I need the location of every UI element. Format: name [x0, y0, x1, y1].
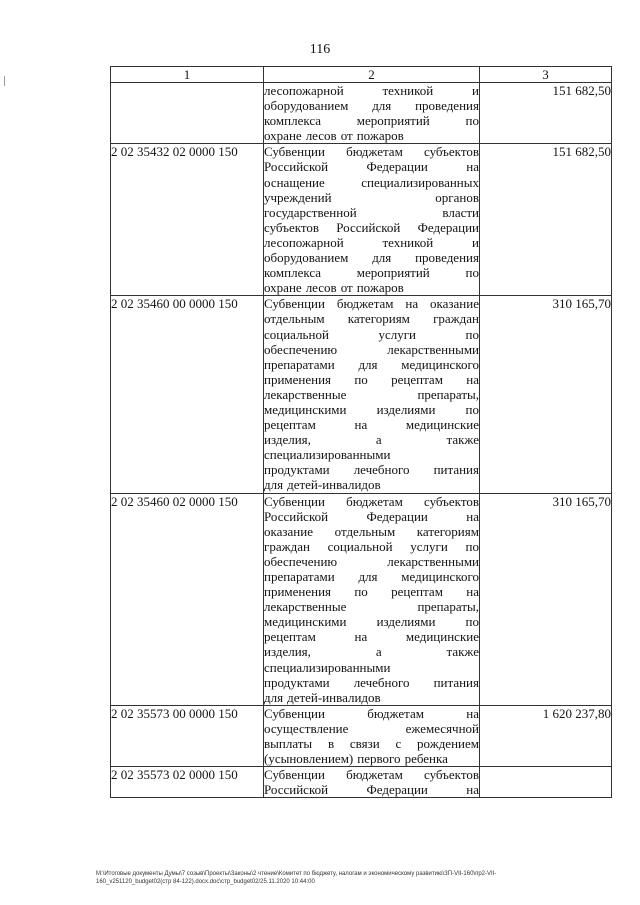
description-line: [264, 387, 479, 402]
description-word: лесов: [305, 128, 337, 144]
amount-cell: 310 165,70: [480, 493, 612, 705]
description-word: пожаров: [356, 128, 404, 144]
description-word: категориям: [347, 311, 410, 327]
description-word: категориям: [416, 523, 479, 539]
margin-mark: [4, 76, 5, 86]
description-word: мероприятий: [356, 113, 430, 129]
description-word: на: [466, 159, 479, 175]
budget-code-cell: 2 02 35432 02 0000 150: [111, 144, 264, 296]
description-cell: [264, 493, 480, 705]
description-word: рецептам: [391, 584, 443, 600]
description-word: пожаров: [356, 280, 404, 296]
description-line: [264, 751, 479, 766]
description-word: ежемесячной: [405, 720, 479, 736]
description-word: лекарственными: [387, 553, 479, 569]
description-line: [264, 280, 479, 295]
file-path-footer: [96, 870, 616, 886]
description-word: по: [465, 614, 479, 630]
description-word: бюджетам: [346, 767, 403, 783]
budget-code-cell: [111, 83, 264, 144]
column-header-description: 2: [264, 67, 480, 83]
description-word: субъектов: [264, 219, 320, 235]
description-word: медицинские: [405, 629, 479, 645]
description-word: проведения: [415, 98, 479, 114]
description-word: власти: [442, 204, 479, 220]
description-word: граждан: [264, 538, 310, 554]
description-word: также: [446, 644, 479, 660]
description-cell: [264, 144, 480, 296]
description-line: [264, 220, 479, 235]
description-word: оборудованием: [264, 250, 349, 266]
description-word: субъектов: [423, 767, 479, 783]
description-word: Российской: [264, 159, 329, 175]
description-line: [264, 190, 479, 205]
description-line: [264, 250, 479, 265]
description-word: Российской: [264, 782, 329, 798]
footer-line-1: М:\Итоговые документы Думы\7 созыв\Проекты\Законы\2 чтение\Комитет по бюджету, налогам и экономическому развитию\ЗП-VII-160\пр2-VII-: [96, 871, 497, 877]
description-word: субъектов: [423, 144, 479, 160]
description-line: [264, 690, 479, 705]
description-word: специализированными: [264, 659, 391, 675]
description-word: медицинского: [401, 569, 479, 584]
description-word: охране: [264, 280, 302, 296]
table-header-row: [111, 67, 612, 83]
description-word: и: [472, 234, 479, 250]
description-word: социальной: [264, 326, 329, 342]
description-line: [264, 539, 479, 554]
description-line: [264, 372, 479, 387]
description-word: лесопожарной: [264, 234, 344, 250]
description-word: связи: [349, 736, 380, 752]
description-cell: [264, 705, 480, 766]
description-line: [264, 357, 479, 372]
description-word: лечебного: [353, 674, 410, 690]
description-word: социальной: [327, 538, 393, 554]
description-word: на: [466, 371, 479, 387]
description-word: по: [354, 371, 368, 387]
page-number: 116: [309, 42, 331, 57]
description-cell: [264, 296, 480, 493]
description-line: [264, 584, 479, 599]
description-word: оказание: [264, 523, 313, 539]
description-word: на: [354, 417, 368, 433]
description-word: обеспечению: [264, 553, 338, 569]
description-word: оборудованием: [264, 98, 349, 114]
description-word: Федерации: [366, 159, 428, 175]
table-body: [111, 83, 612, 798]
description-line: [264, 296, 479, 311]
table-row: [111, 144, 612, 296]
description-word: субъектов: [423, 493, 479, 509]
description-word: препаратами: [264, 356, 335, 372]
description-word: изделия,: [264, 644, 311, 660]
description-line: [264, 205, 479, 220]
description-word: для: [358, 569, 378, 584]
description-line: [264, 675, 479, 690]
description-word: препараты,: [417, 386, 479, 402]
description-line: [264, 736, 479, 751]
description-line: [264, 144, 479, 159]
description-word: питания: [433, 674, 479, 690]
description-word: отдельным: [334, 523, 396, 539]
description-word: для: [264, 689, 284, 705]
description-word: по: [465, 326, 479, 342]
description-word: для: [372, 98, 392, 114]
amount-cell: 310 165,70: [480, 296, 612, 493]
description-word: оказание: [430, 296, 479, 312]
description-word: на: [466, 782, 479, 798]
amount-cell: 151 682,50: [480, 83, 612, 144]
column-header-amount: 3: [480, 67, 612, 83]
description-line: [264, 159, 479, 174]
description-word: лекарственными: [387, 341, 479, 357]
description-word: отдельным: [264, 311, 325, 327]
description-line: [264, 113, 479, 128]
budget-code-cell: 2 02 35573 02 0000 150: [111, 767, 264, 798]
description-word: бюджетам: [346, 144, 403, 160]
description-word: лесов: [305, 280, 337, 296]
amount-cell: 1 620 237,80: [480, 705, 612, 766]
description-word: а: [375, 432, 382, 448]
description-word: на: [466, 584, 479, 600]
description-word: от: [340, 128, 353, 144]
description-cell: [264, 83, 480, 144]
description-word: специализированных: [361, 174, 479, 190]
table-row: [111, 83, 612, 144]
description-word: рождением: [417, 736, 479, 752]
description-word: охране: [264, 128, 302, 144]
description-line: [264, 462, 479, 477]
description-word: по: [465, 538, 479, 554]
description-word: изделия,: [264, 432, 311, 448]
description-word: медицинскими: [264, 401, 347, 417]
description-word: а: [375, 644, 382, 660]
description-line: [264, 721, 479, 736]
description-word: препараты,: [417, 599, 479, 615]
description-word: в: [327, 736, 335, 752]
description-word: Федерации: [366, 508, 428, 524]
description-word: по: [465, 113, 479, 129]
table-row: [111, 493, 612, 705]
description-line: [264, 402, 479, 417]
description-word: ребенка: [404, 751, 448, 767]
description-line: [264, 569, 479, 584]
description-word: по: [465, 401, 479, 417]
description-line: [264, 614, 479, 629]
description-word: проведения: [415, 250, 479, 266]
table-row: [111, 705, 612, 766]
description-word: государственной: [264, 204, 357, 220]
description-word: детей-инвалидов: [287, 477, 381, 493]
budget-code-cell: 2 02 35460 00 0000 150: [111, 296, 264, 493]
description-line: [264, 417, 479, 432]
description-word: на: [466, 705, 479, 721]
description-line: [264, 767, 479, 782]
description-word: для: [264, 477, 284, 493]
description-line: [264, 432, 479, 447]
description-word: для: [372, 250, 392, 266]
table-row: [111, 296, 612, 493]
amount-cell: 151 682,50: [480, 144, 612, 296]
description-word: (усыновлением): [264, 751, 354, 767]
description-line: [264, 327, 479, 342]
description-word: рецептам: [391, 371, 443, 387]
description-word: бюджетам: [346, 493, 403, 509]
description-word: выплаты: [264, 736, 313, 752]
description-word: Российской: [336, 219, 401, 235]
description-word: Субвенции: [264, 767, 325, 783]
description-word: граждан: [433, 311, 479, 327]
budget-code-cell: 2 02 35460 02 0000 150: [111, 493, 264, 705]
amount-cell: [480, 767, 612, 798]
description-word: продуктами: [264, 462, 330, 478]
description-word: лекарственные: [264, 386, 347, 402]
description-line: [264, 524, 479, 539]
description-line: [264, 98, 479, 113]
description-word: Субвенции: [264, 144, 325, 160]
description-word: специализированными: [264, 447, 391, 463]
description-word: Субвенции: [264, 296, 325, 312]
description-word: по: [354, 584, 368, 600]
description-line: [264, 599, 479, 614]
description-word: оснащение: [264, 174, 325, 190]
description-word: комплекса: [264, 265, 322, 281]
description-line: [264, 342, 479, 357]
description-word: детей-инвалидов: [287, 689, 381, 705]
description-line: [264, 175, 479, 190]
budget-code-cell: 2 02 35573 00 0000 150: [111, 705, 264, 766]
description-word: первого: [357, 751, 401, 767]
description-word: мероприятий: [356, 265, 430, 281]
description-line: [264, 128, 479, 143]
description-word: продуктами: [264, 674, 330, 690]
description-word: для: [358, 356, 378, 372]
description-word: техникой: [382, 83, 434, 98]
description-word: Федерации: [366, 782, 428, 798]
description-word: осуществление: [264, 720, 349, 736]
description-cell: [264, 767, 480, 798]
description-word: лесопожарной: [264, 83, 344, 98]
description-word: органов: [435, 189, 479, 205]
description-word: по: [465, 265, 479, 281]
description-word: рецептам: [264, 629, 316, 645]
description-word: питания: [433, 462, 479, 478]
description-word: с: [395, 736, 402, 752]
description-word: применения: [264, 371, 332, 387]
description-word: и: [472, 83, 479, 98]
description-word: учреждений: [264, 189, 332, 205]
description-word: Субвенции: [264, 493, 325, 509]
description-word: препаратами: [264, 569, 335, 584]
description-line: [264, 311, 479, 326]
description-line: [264, 235, 479, 250]
description-line: [264, 706, 479, 721]
description-line: [264, 494, 479, 509]
description-line: [264, 554, 479, 569]
description-line: [264, 447, 479, 462]
description-word: на: [354, 629, 368, 645]
description-word: медицинскими: [264, 614, 347, 630]
description-line: [264, 477, 479, 492]
budget-table: [110, 66, 612, 798]
description-word: медицинские: [405, 417, 479, 433]
description-word: от: [340, 280, 353, 296]
description-word: на: [405, 296, 419, 312]
description-word: комплекса: [264, 113, 322, 129]
description-word: рецептам: [264, 417, 316, 433]
description-word: Федерации: [417, 219, 479, 235]
description-word: обеспечению: [264, 341, 338, 357]
description-line: [264, 629, 479, 644]
description-word: услуги: [378, 326, 416, 342]
description-word: бюджетам: [367, 705, 424, 721]
description-word: применения: [264, 584, 332, 600]
description-word: Субвенции: [264, 705, 325, 721]
description-word: на: [466, 508, 479, 524]
description-line: [264, 509, 479, 524]
footer-line-2: 160_v251120_budget02(стр 84-122).docx.doc\стр_budget02/25.11.2020 10:44:00: [96, 879, 315, 885]
description-word: бюджетам: [336, 296, 394, 312]
description-word: лекарственные: [264, 599, 347, 615]
description-word: услуги: [410, 538, 448, 554]
description-word: также: [446, 432, 479, 448]
description-line: [264, 265, 479, 280]
description-word: изделиями: [376, 401, 436, 417]
description-word: изделиями: [376, 614, 436, 630]
description-line: [264, 782, 479, 797]
description-word: медицинского: [401, 356, 479, 372]
description-line: [264, 644, 479, 659]
description-word: Российской: [264, 508, 329, 524]
description-word: лечебного: [353, 462, 410, 478]
description-line: [264, 660, 479, 675]
table-row: [111, 767, 612, 798]
description-line: [264, 83, 479, 98]
column-header-code: 1: [111, 67, 264, 83]
description-word: техникой: [382, 234, 434, 250]
